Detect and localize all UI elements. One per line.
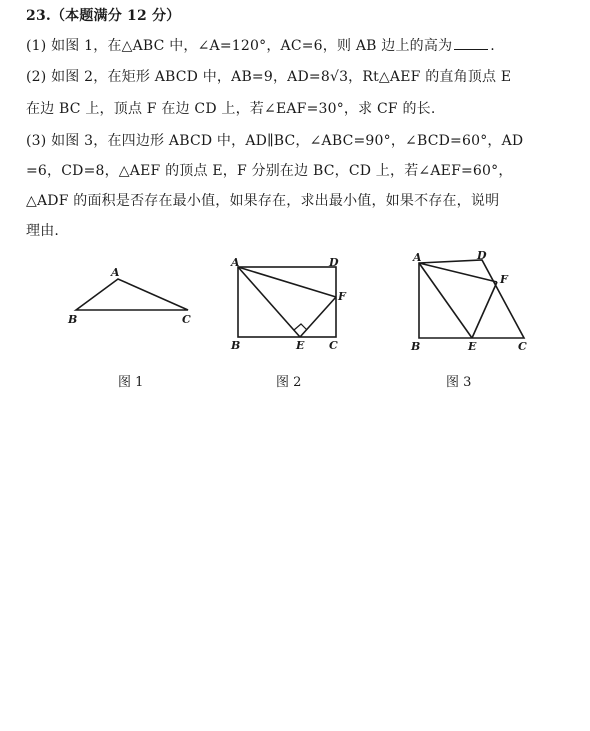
fig2-label-a: A: [231, 256, 240, 269]
right-angle-mark: [294, 324, 307, 330]
fig1-label-c: C: [182, 313, 191, 326]
fig3-label-c: C: [518, 340, 527, 353]
figure-1-triangle: [60, 262, 200, 332]
segment-ae: [238, 267, 300, 337]
fig1-label-b: B: [68, 313, 78, 326]
figure-2-caption: 图 2: [276, 375, 302, 390]
fig3-label-a: A: [413, 251, 422, 264]
triangle-abc: [76, 279, 188, 310]
fig2-label-d: D: [329, 256, 339, 269]
fig2-label-e: E: [296, 339, 305, 352]
question-title: 23.（本题满分 12 分）: [26, 8, 181, 24]
part-3-line-1: (3) 如图 3，在四边形 ABCD 中，AD∥BC，∠ABC=90°，∠BCD=60°，AD: [26, 133, 524, 149]
figure-2-rectangle: [226, 254, 352, 352]
fig1-label-a: A: [111, 266, 120, 279]
part-3-line-2: =6，CD=8，△AEF 的顶点 E，F 分别在边 BC，CD 上，若∠AEF=60°，: [26, 163, 513, 179]
part-2-line-2: 在边 BC 上，顶点 F 在边 CD 上，若∠EAF=30°，求 CF 的长.: [26, 101, 436, 117]
figure-1-caption: 图 1: [118, 375, 144, 390]
fig2-label-c: C: [329, 339, 338, 352]
fig3-label-f: F: [500, 273, 508, 286]
answer-blank: [454, 36, 488, 50]
fig3-label-b: B: [411, 340, 421, 353]
figure-3-trapezoid: [408, 248, 536, 352]
blank-end-period: .: [490, 38, 495, 54]
rectangle-abcd: [238, 267, 336, 337]
fig2-label-b: B: [231, 339, 241, 352]
part-3-line-4: 理由.: [26, 223, 60, 239]
trapezoid-abcd: [419, 260, 524, 338]
segment-af: [238, 267, 336, 297]
part-1-text: (1) 如图 1，在△ABC 中，∠A=120°，AC=6，则 AB 边上的高为: [26, 38, 453, 54]
figure-3-caption: 图 3: [446, 375, 472, 390]
fig2-label-f: F: [338, 290, 346, 303]
fig3-label-e: E: [468, 340, 477, 353]
segment-ef: [300, 297, 336, 337]
part-1-line: [26, 36, 495, 56]
part-3-line-3: △ADF 的面积是否存在最小值，如果存在，求出最小值，如果不存在，说明: [26, 193, 500, 209]
part-2-line-1: (2) 如图 2，在矩形 ABCD 中，AB=9，AD=8√3，Rt△AEF 的直角顶点 E: [26, 69, 512, 85]
segment-ef: [472, 282, 497, 338]
fig3-label-d: D: [477, 249, 487, 262]
